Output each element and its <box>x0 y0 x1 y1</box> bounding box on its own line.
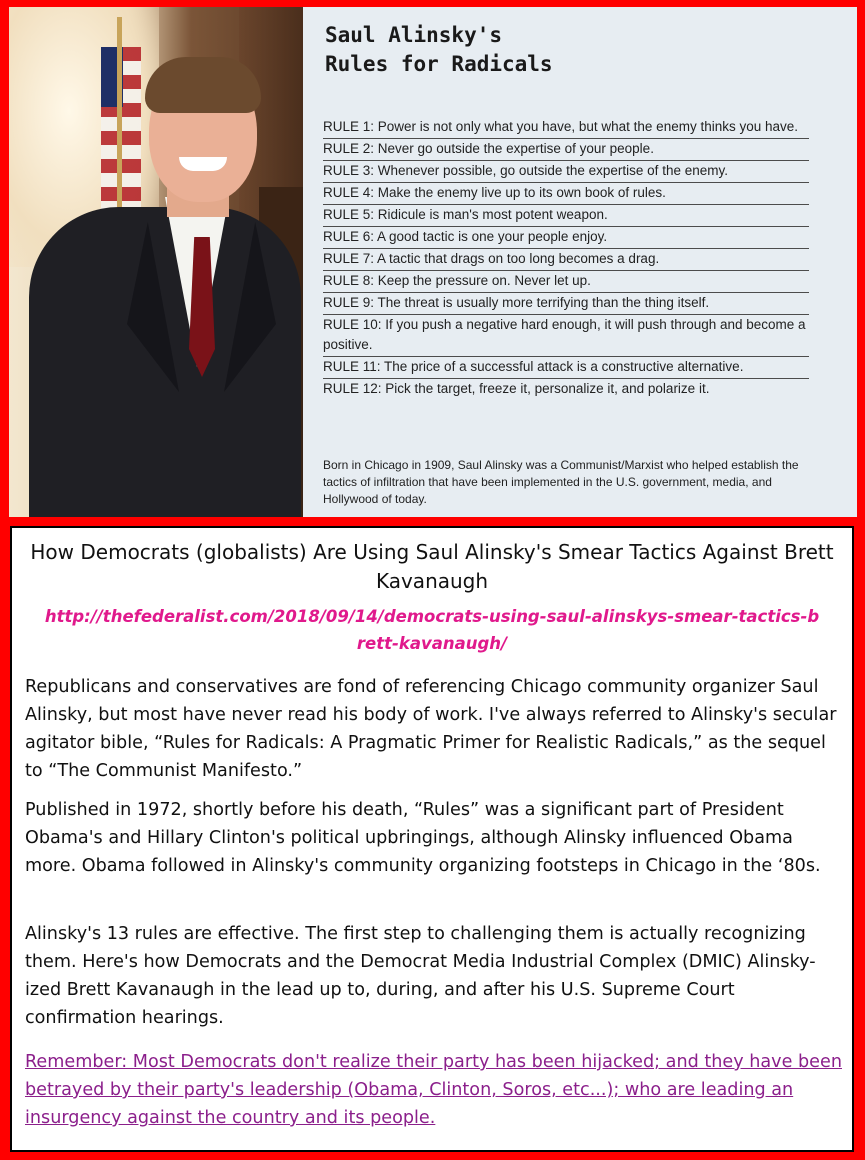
article-paragraph: Alinsky's 13 rules are effective. The first step to challenging them is actually recognizing them. Here's how Democrats and the Democrat Media Industrial Complex (DMIC) Alinsky-ized Brett Kavanaugh in the lead up to, during, and after his U.S. Supreme Court confirmation hearings. <box>25 924 816 1028</box>
smile <box>179 157 227 171</box>
rules-title-line2: Rules for Radicals <box>325 52 553 76</box>
rules-list <box>323 117 809 400</box>
rules-title <box>325 21 725 79</box>
article-paragraph: Published in 1972, shortly before his death, “Rules” was a significant part of President Obama's and Hillary Clinton's political upbringings, although Alinsky influenced Obama more. Obama followed in Alinsky's community organizing footsteps in Chicago in the ‘80s. <box>25 800 821 876</box>
hair <box>145 57 261 113</box>
top-panel <box>9 7 857 517</box>
rule-item: RULE 9: The threat is usually more terrifying than the thing itself. <box>323 293 809 315</box>
rule-item: RULE 2: Never go outside the expertise of your people. <box>323 139 809 161</box>
portrait-photo <box>9 7 303 517</box>
rule-item: RULE 10: If you push a negative hard enough, it will push through and become a positive. <box>323 315 809 357</box>
article-headline: How Democrats (globalists) Are Using Saul Alinsky's Smear Tactics Against Brett Kavanaugh <box>30 540 834 593</box>
rules-footer: Born in Chicago in 1909, Saul Alinsky was a Communist/Marxist who helped establish the tactics of infiltration that have been implemented in the U.S. government, media, and Hollywood of today. <box>323 458 799 506</box>
rule-item: RULE 3: Whenever possible, go outside the expertise of the enemy. <box>323 161 809 183</box>
article-paragraph: Republicans and conservatives are fond of referencing Chicago community organizer Saul Alinsky, but most have never read his body of work. I've always referred to Alinsky's secular agitator bible, “Rules for Radicals: A Pragmatic Primer for Realistic Radicals,” as the sequel to “The Communist Manifesto.” <box>25 677 837 781</box>
remember-link[interactable]: Remember: Most Democrats don't realize their party has been hijacked; and they have been betrayed by their party's leadership (Obama, Clinton, Soros, etc...); who are leading an insurgency against the country and its people. <box>25 1052 842 1128</box>
flagpole <box>117 17 122 237</box>
rules-title-line1: Saul Alinsky's <box>325 23 503 47</box>
rule-item: RULE 1: Power is not only what you have, but what the enemy thinks you have. <box>323 117 809 139</box>
rule-item: RULE 11: The price of a successful attack is a constructive alternative. <box>323 357 809 379</box>
article-panel <box>10 526 854 1152</box>
rule-item: RULE 12: Pick the target, freeze it, personalize it, and polarize it. <box>323 381 710 396</box>
source-link[interactable]: http://thefederalist.com/2018/09/14/democrats-using-saul-alinskys-smear-tactics-brett-kavanaugh/ <box>44 607 820 653</box>
rule-item: RULE 5: Ridicule is man's most potent weapon. <box>323 205 809 227</box>
rule-item: RULE 6: A good tactic is one your people enjoy. <box>323 227 809 249</box>
rules-card <box>303 7 857 517</box>
rule-item: RULE 4: Make the enemy live up to its own book of rules. <box>323 183 809 205</box>
rule-item: RULE 8: Keep the pressure on. Never let up. <box>323 271 809 293</box>
rule-item: RULE 7: A tactic that drags on too long becomes a drag. <box>323 249 809 271</box>
